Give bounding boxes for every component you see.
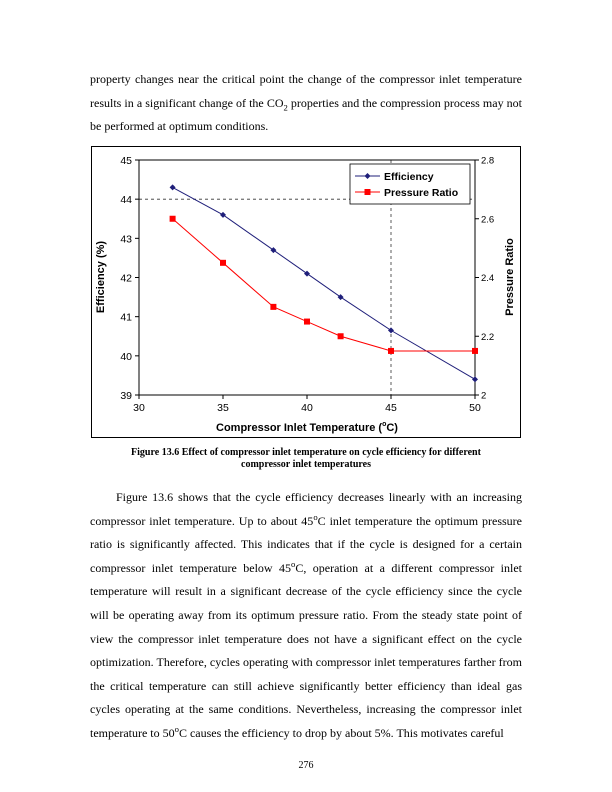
y2-tick-label: 2.2: [481, 331, 495, 343]
intro-paragraph: property changes near the critical point the change of the compressor inlet temperature results in a significant change of the $CO_2$ properties and the compression process may not be performed at optimum conditions.: [90, 72, 522, 134]
legend: [350, 164, 470, 204]
figure-caption: Figure 13.6 Effect of compressor inlet temperature on cycle efficiency for different compressor inlet temperatures: [131, 447, 481, 470]
y2-axis-title: Pressure Ratio: [504, 238, 516, 316]
data-point-efficiency: [220, 212, 226, 218]
y-tick-label: 42: [120, 272, 132, 285]
series-lines: [173, 187, 475, 379]
y2-tick-label: 2.4: [481, 273, 495, 284]
data-point-pressure-ratio: [304, 319, 310, 325]
data-point-pressure-ratio: [170, 216, 176, 222]
x-tick-label: 35: [217, 402, 229, 414]
x-tick-label: 50: [469, 402, 481, 414]
y-axis-title: Efficiency (%): [95, 240, 107, 314]
legend-efficiency-label: Efficiency: [384, 171, 434, 183]
efficiency-pressure-ratio-chart: [92, 147, 520, 437]
y-tick-label: 43: [120, 233, 132, 246]
x-tick-label: 45: [385, 402, 397, 414]
y-tick-label: 45: [120, 155, 132, 167]
page-number: 276: [298, 760, 314, 771]
data-point-efficiency: [338, 294, 344, 300]
data-point-pressure-ratio: [388, 348, 394, 354]
legend-pressure-marker: [365, 189, 371, 195]
y2-tick-label: 2: [481, 390, 487, 402]
data-point-pressure-ratio: [220, 260, 226, 266]
y-tick-label: 39: [120, 390, 132, 402]
data-point-efficiency: [304, 271, 310, 277]
y2-tick-label: 2.8: [481, 155, 495, 167]
data-point-efficiency: [388, 327, 394, 333]
x-tick-label: 40: [301, 402, 313, 414]
data-point-efficiency: [472, 376, 478, 382]
legend-pressure-label: Pressure Ratio: [384, 187, 459, 199]
data-point-efficiency: [170, 184, 176, 190]
series-markers: [170, 184, 478, 382]
y-tick-label: 41: [120, 311, 132, 324]
x-tick-label: 30: [133, 402, 145, 414]
data-point-pressure-ratio: [472, 348, 478, 354]
data-point-pressure-ratio: [338, 333, 344, 339]
discussion-paragraph: Figure 13.6 shows that the cycle efficiency decreases linearly with an increasing compressor inlet temperature. Up to about 45$^o$C inlet temperature the optimum pressure ratio is significantly affected. This indicates that if the cycle is designed for a certain compressor inlet temperature below 45$^o$C, operation at a different compressor inlet temperature will result in a significant decrease of the cycle efficiency since the cycle will be operating away from its optimum pressure ratio. From the steady state point of view the compressor inlet temperature does not have a significant effect on the cycle optimization. Therefore, cycles operating with compressor inlet temperatures farther from the critical temperature can still achieve significantly better efficiency than ideal gas cycles operating at the same conditions. Nevertheless, increasing the compressor inlet temperature to 50$^o$C causes the efficiency to drop by about 5%. This motivates careful: [90, 490, 522, 740]
data-point-efficiency: [270, 247, 276, 253]
y-tick-label: 44: [120, 194, 132, 207]
y-tick-label: 40: [120, 350, 132, 363]
data-point-pressure-ratio: [270, 304, 276, 310]
figure-frame: [91, 146, 521, 438]
y2-tick-label: 2.6: [481, 214, 495, 226]
x-axis-title: Compressor Inlet Temperature ($^o$C): [216, 421, 398, 434]
